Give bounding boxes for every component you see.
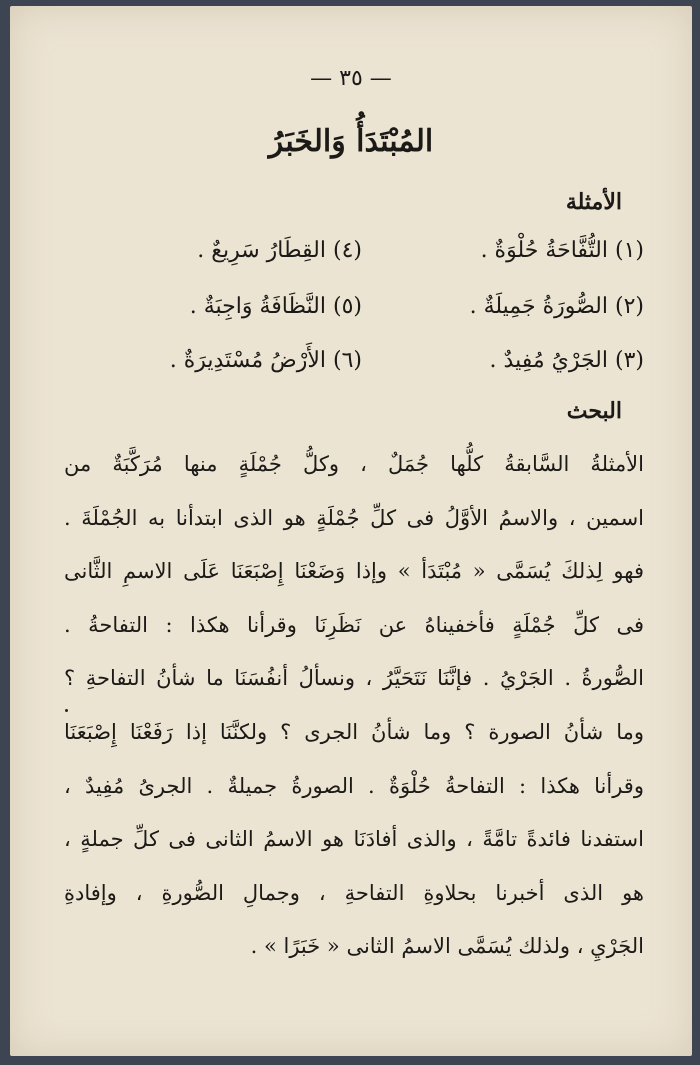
example-item: (٣) الجَرْيُ مُفِيدٌ . (489, 348, 644, 373)
research-heading: البحث (566, 398, 622, 424)
example-item: (٦) الأَرْضُ مُسْتَدِيرَةٌ . (169, 348, 362, 373)
body-line: وما شأنُ الصورة ؟ وما شأنُ الجرى ؟ ولكنَّنَا إذا رَفَعْنَا إِصْبَعَنَا (64, 719, 644, 744)
examples-heading: الأمثلة (565, 189, 622, 215)
body-line: اسمين ، والاسمُ الأوَّلُ فى كلِّ جُمْلَةٍ هو الذى ابتدأنا به الجُمْلَةَ . (64, 505, 644, 530)
body-line: فهو لِذلكَ يُسَمَّى « مُبْتَدَأ » وإذا وَضَعْنَا إِصْبَعَنَا عَلَى الاسمِ الثَّانى (64, 559, 644, 584)
body-line: وقرأنا هكذا : التفاحةُ حُلْوَةٌ . الصورةُ جميلةٌ . الجرىُ مُفِيدٌ ، (64, 773, 644, 798)
example-item: (٤) القِطَارُ سَرِيعٌ . (197, 238, 362, 263)
body-line: استفدنا فائدةً تامَّةً ، والذى أفادَنَا هو الاسمُ الثانى فى كلِّ جملةٍ ، (64, 827, 644, 852)
page-title: المُبْتَدَأُ وَالخَبَرُ (268, 124, 434, 159)
body-paragraph (64, 438, 644, 974)
example-item: (٥) النَّظَافَةُ وَاجِبَةٌ . (189, 294, 362, 319)
book-page (10, 6, 692, 1056)
body-line: الجَرْيِ ، ولذلك يُسَمَّى الاسمُ الثانى « خَبَرًا » . (250, 934, 644, 959)
paper-speck (65, 709, 68, 712)
body-line: الأمثلةُ السَّابقةُ كلُّها جُمَلٌ ، وكلُّ جُمْلَةٍ منها مُرَكَّبَةٌ من (64, 452, 644, 476)
page-number: — ٣٥ — (310, 66, 392, 91)
body-line: الصُّورةُ . الجَرْيُ . فإنَّنَا نَتَحَيَّرُ ، ونسألُ أنفُسَنَا ما شأنُ التفاحةِ ؟ (64, 666, 644, 691)
example-item: (٢) الصُّورَةُ جَمِيلَةٌ . (469, 294, 644, 319)
example-item: (١) التُّفَّاحَةُ حُلْوَةٌ . (480, 238, 644, 263)
body-line: فى كلِّ جُمْلَةٍ فأخفيناهُ عن نَظَرِنَا وقرأنا هكذا : التفاحةُ . (64, 612, 644, 637)
body-line: هو الذى أخبرنا بحلاوةِ التفاحةِ ، وجمالِ الصُّورةِ ، وإفادةِ (64, 880, 644, 905)
